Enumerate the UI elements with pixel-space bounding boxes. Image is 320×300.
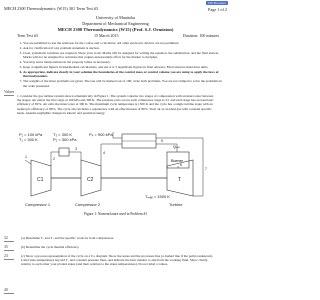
marks-line-a [4,241,14,242]
department-name: Department of Mechanical Engineering [82,21,149,26]
part-b: (b) Determine the cycle thermal efficiency. [21,245,80,249]
t1-label: T₁ = 300 K [19,137,38,142]
turbine-name-label: Turbine [169,202,183,207]
state-3: 3 [75,147,77,151]
state-4: 4 [103,151,105,155]
instruction-item: 2. Ask for clarification if any problem statement is unclear. [23,46,223,50]
heat-in-label: Qₒᵢₙ [173,145,180,149]
state-5: 5 [161,139,163,143]
course-title: MECH 2300 Thermodynamics (W15) (Prof. S.J. Ormiston) [57,27,174,32]
c2-label: C2 [87,177,94,183]
part-c: (c) Show a process representation of the cycle on a T-s diagram. Show the states and the processes line (a dashed line if the path is unknown). Label state temperatures beyond T₁ and constant pressure lines, and indicate the heat transfer to and from the working fluid. Show clearly relative to each other your plotted states (and their relation to the states temperatures). Do not label a values. [21,254,214,267]
page-number: Page 1 of 2 [208,7,227,12]
tmax-label: Tₘₐₓ = 1500 K [145,194,170,199]
marks-line-b [4,250,14,251]
instructions-list [17,41,223,89]
problem-statement: 1. Consider the gas turbine system shown schematically in Figure 1. The system contains two stages of compression with an intercooler between the stages. Air enters the first stage at 100 kPa and 300 K. The pressure ratio across each compressor stage is 3:1 and each stage has an isentropic efficiency of 82%. Air exits the intercooler at 300 K. The maximum cycle temperature is 1500 K and the cycle has a single turbine stage with an isentropic efficiency of 86%. The cycle also includes a regenerator with an effectiveness of 80%. Treat air as an ideal gas with constant specific heats. Assume negligible changes in kinetic and potential energy. [17,94,214,115]
instruction-item: 3. Clear, systematic solutions are required. Show your work. Marks will be assigned for writing the equation, the substitution, and the final answer. Marks will not be assigned for solutions that require unreasonable effort for the marker to decipher. [23,51,223,59]
marks-c: 23 [4,254,8,258]
marks-b: 35 [4,245,8,249]
compressor-2-label: Compressor 2 [75,202,101,207]
university-name: University of Manitoba [95,15,136,20]
marks-line-total [4,293,14,294]
turbine-label: T [178,177,182,183]
test-duration: Duration: 100 minutes [183,33,219,38]
instruction-item: 5. Keep 4 significant figures in intermediate calculations, and use 4 or 5 significant figures in final answers. Final answers must have units. [23,65,223,69]
state-7: 7 [205,167,207,171]
instruction-item: 7. The weights of the three problems are given. The test will be marked out of 100; write both problems. You are not obliged to solve the problems in the order presented. [23,79,223,87]
p1-label: P₁ = 100 kPa [19,132,43,137]
instruction-item: 1. You are permitted to use the textbook for the course and a calculator. All other electronic devices are not permitted. [23,41,223,45]
pdf-fill-badge[interactable]: Fill Processor [208,1,226,5]
instruction-item: 6. As appropriate, indicate clearly in your solution the boundaries of the control mass or control volume you are using to apply the laws of thermodynamics. [23,70,223,78]
c1-label: C1 [37,177,44,183]
state-2: 2 [53,157,55,161]
course-line: MECH 2300 Thermodynamics (W15) 301 Term Test #3 [4,6,98,11]
gas-turbine-diagram [17,130,217,210]
test-date: 15 March 2015 [94,33,119,38]
test-label: Term Test #3 [17,33,38,38]
burner-label: Burner [171,158,184,163]
part-a: (a) Determine T₂ and T₄ and the specific work for both compressors. [21,236,115,240]
p4-label: P₄ = 900 kPa [89,132,113,137]
p2-label: P₂ = 300 kPa [53,137,77,142]
marks-total: 40 [4,288,8,292]
instruction-item: 4. You may leave interpolations in the property tables as necessary. [23,60,223,64]
values-margin-label: Values [4,90,15,94]
intercooler-box [59,148,69,156]
figure-caption: Figure 1: Nomenclature used in Problem #1 [83,212,148,216]
marks-line-c [4,259,14,260]
state-1: 1 [25,155,27,159]
marks-a: 32 [4,236,8,240]
state-6: 6 [180,163,182,167]
compressor-1-label: Compressor 1 [25,202,51,207]
values-margin-line [4,95,14,96]
t3-label: T₃ = 300 K [53,132,73,137]
